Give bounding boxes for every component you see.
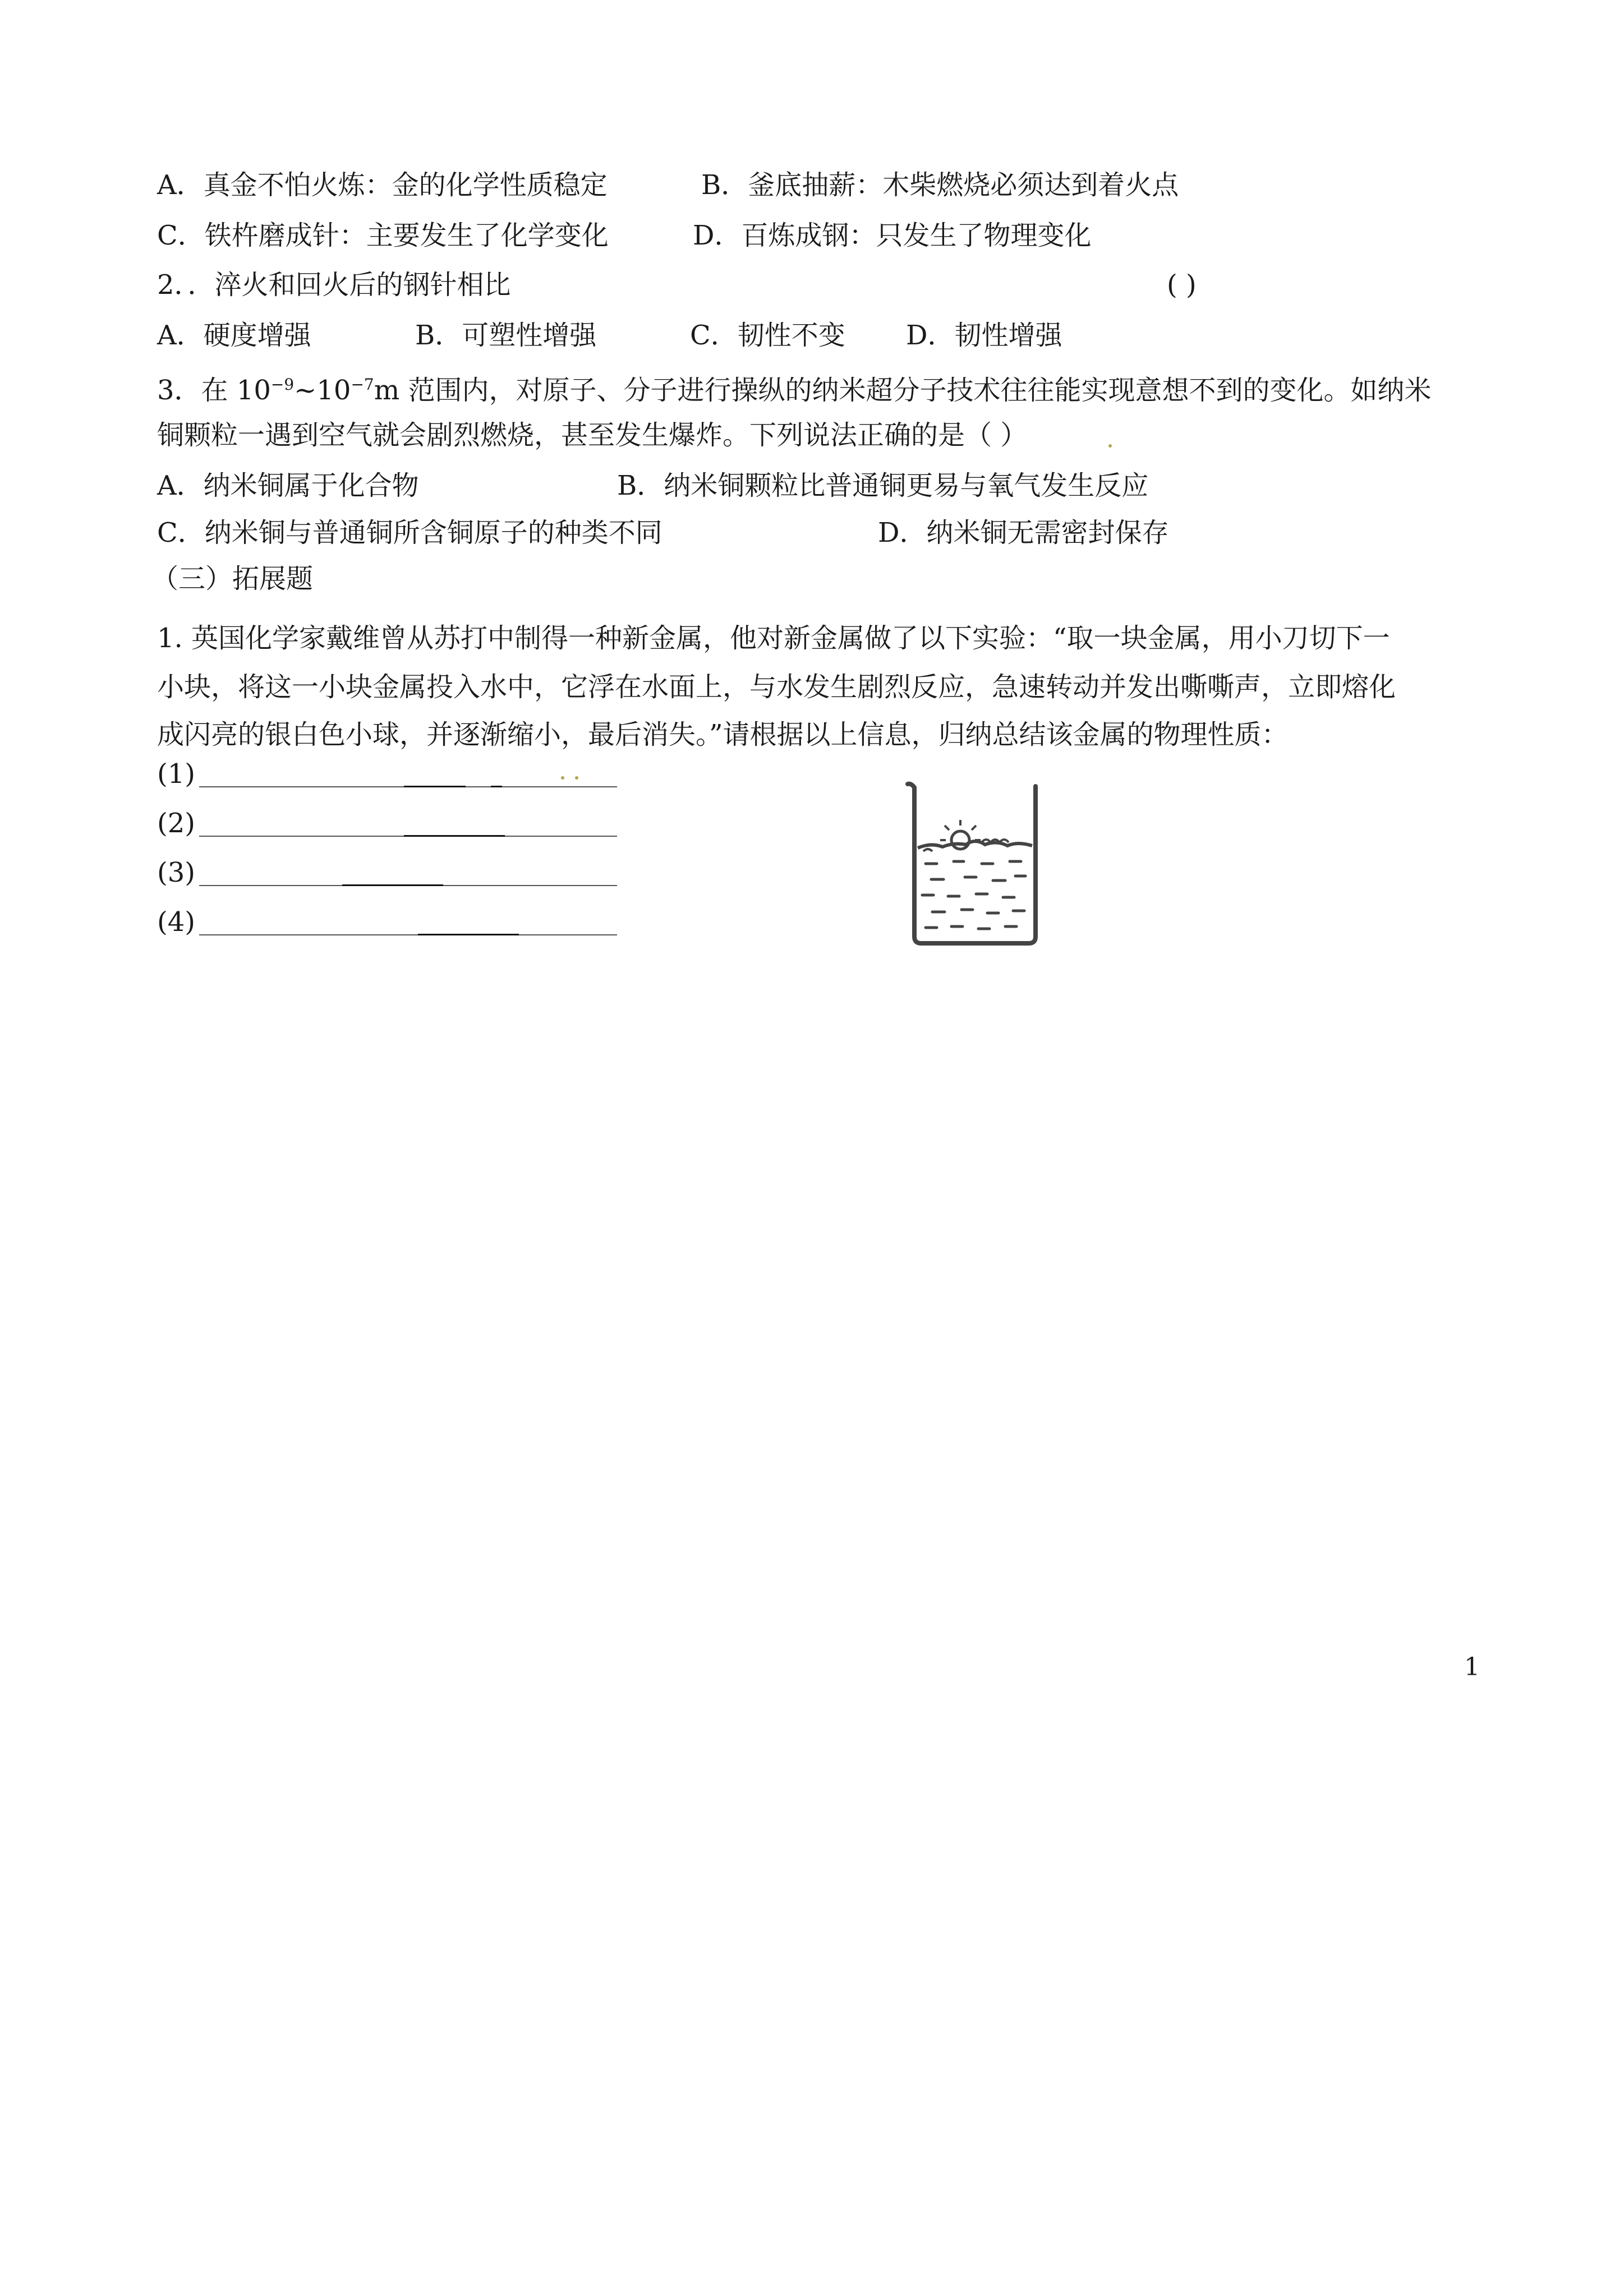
q3-stem-mid: ~10: [294, 375, 351, 406]
q3-option-c: C．纳米铜与普通铜所含铜原子的种类不同: [157, 517, 663, 548]
ext1-line-2: [157, 670, 1396, 704]
prev-question-row-cd: [157, 219, 1503, 252]
q3-options-row-cd: [157, 516, 1503, 550]
q2-answer-paren: ( ): [1167, 269, 1197, 301]
q3-option-d: D．纳米铜无需密封保存: [878, 517, 1169, 548]
q3-option-b: B．纳米铜颗粒比普通铜更易与氧气发生反应: [617, 470, 1149, 501]
q2-option-d: D．韧性增强: [906, 320, 1062, 351]
prev-option-b: B．釜底抽薪：木柴燃烧必须达到着火点: [701, 169, 1179, 201]
section-title-text: （三）拓展题: [151, 563, 314, 594]
q3-exponent-1: −9: [270, 375, 295, 394]
q2-stem: 2．．淬火和回火后的钢针相比: [157, 269, 511, 301]
blank-label-4: (4): [157, 906, 195, 938]
blank-label-3: (3): [157, 857, 195, 888]
q3-stem-line-2: [157, 418, 1503, 452]
prev-option-a: A．真金不怕火炼：金的化学性质稳定: [157, 169, 608, 201]
decorative-dot: [1108, 444, 1112, 448]
q2-option-a: A．硬度增强: [157, 320, 311, 351]
answer-blank-4[interactable]: [157, 905, 628, 939]
ext1-text-3: 成闪亮的银白色小球，并逐渐缩小，最后消失。”请根据以上信息，归纳总结该金属的物理性质：: [157, 719, 1289, 750]
page-number: 1: [1464, 1653, 1480, 1681]
q3-stem-rest: m 范围内，对原子、分子进行操纵的纳米超分子技术往往能实现意想不到的变化。如纳米: [374, 375, 1432, 406]
beaker-with-reacting-metal-icon: [903, 780, 1049, 950]
prev-option-c: C．铁杵磨成针：主要发生了化学变化: [157, 220, 609, 251]
prev-question-row-ab: [157, 168, 1503, 202]
blank-label-2: (2): [157, 808, 195, 839]
q3-stem-prefix: 3．在 10: [157, 375, 271, 406]
q3-stem-continued: 铜颗粒一遇到空气就会剧烈燃烧，甚至发生爆炸。下列说法正确的是（ ）: [157, 419, 1028, 451]
q3-options-row-ab: [157, 469, 1503, 502]
ext1-text-2: 小块，将这一小块金属投入水中，它浮在水面上，与水发生剧烈反应，急速转动并发出嘶嘶声，立即熔化: [157, 671, 1396, 703]
q2-option-c: C．韧性不变: [690, 320, 845, 351]
prev-option-d: D．百炼成钢：只发生了物理变化: [693, 220, 1092, 251]
ext1-line-3: [157, 718, 1289, 751]
answer-blank-2[interactable]: [157, 806, 628, 840]
q3-exponent-2: −7: [351, 375, 374, 394]
q2-stem-row: [157, 268, 1503, 302]
blank-label-1: (1): [157, 758, 195, 790]
ext1-text-1: 1. 英国化学家戴维曾从苏打中制得一种新金属，他对新金属做了以下实验：“取一块金属，用小刀切下一: [157, 623, 1390, 654]
q3-option-a: A．纳米铜属于化合物: [157, 470, 419, 501]
q2-option-b: B．可塑性增强: [415, 320, 597, 351]
q2-options-row: [157, 319, 1503, 352]
answer-blank-3[interactable]: [157, 856, 628, 889]
section-extension-title: [151, 562, 313, 596]
q3-stem-line-1: [157, 368, 1503, 406]
answer-blank-1[interactable]: [157, 757, 628, 791]
ext1-line-1: [157, 621, 1390, 655]
